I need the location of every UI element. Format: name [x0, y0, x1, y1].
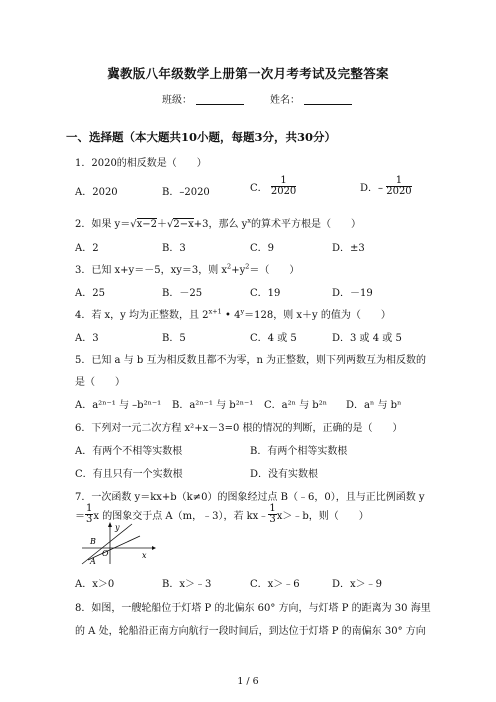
name-field: [270, 91, 352, 106]
q5-option-b: B．a²ⁿ⁻¹ 与 b²ⁿ⁻¹: [172, 400, 254, 411]
q2-option-d: D．±3: [332, 243, 365, 254]
section-heading: 一、选择题（本大题共10小题，每题3分，共30分）: [66, 130, 337, 144]
q2-option-b: B．3: [162, 243, 186, 254]
page-title: 冀教版八年级数学上册第一次月考考试及完整答案: [107, 66, 389, 81]
q5-option-c: C．a²ⁿ 与 b²ⁿ: [264, 400, 328, 411]
question-3-stem: 3．已知 x+y＝－5，xy＝3，则 $x^2+y^2=$（ ）: [75, 262, 300, 276]
page-number: 1 / 6: [237, 676, 259, 687]
q5-option-d: D．aⁿ 与 bⁿ: [346, 400, 402, 411]
q7-option-a: A．x＞0: [75, 579, 115, 590]
q6-option-d: D．没有实数根: [250, 469, 319, 480]
class-label: 班级：: [162, 95, 192, 106]
name-blank: [304, 93, 352, 105]
class-blank: [196, 93, 244, 105]
class-field: [162, 91, 244, 106]
question-1-stem: 1．2020的相反数是（ ）: [75, 158, 207, 169]
question-5-line-2: 是（ ）: [75, 377, 125, 388]
q4-option-c: C．4 或 5: [250, 333, 297, 344]
x-axis-arrow: [152, 546, 156, 550]
question-8-line-1: 8．如图，一艘轮船位于灯塔 P 的北偏东 60° 方向，与灯塔 P 的距离为 30 海里: [75, 603, 431, 614]
q3-option-b: B．－25: [162, 288, 203, 299]
point-a-label: A: [90, 557, 96, 566]
y-axis-label: y: [115, 523, 120, 532]
question-7-line-1: 7．一次函数 y＝kx+b（k≠0）的图象经过点 B（﹣6，0），且与正比例函数 y: [75, 492, 425, 503]
origin-label: O: [102, 549, 109, 558]
q4-option-a: A．3: [75, 333, 99, 344]
q6-option-c: C．有且只有一个实数根: [75, 469, 183, 480]
y-axis-arrow: [108, 522, 112, 527]
q4-option-b: B．5: [162, 333, 186, 344]
q7-option-c: C．x＞﹣6: [250, 579, 300, 590]
question-4-stem: 4．若 x，y 均为正整数，且 $2^{x+1}$ • $4^y=128$，则 x＋y 的值为（ ）: [75, 307, 391, 321]
q2-option-c: C．9: [250, 243, 275, 254]
q3-option-a: A．25: [75, 288, 105, 299]
question-5-line-1: 5．已知 a 与 b 互为相反数且都不为零，n 为正整数，则下列两数互为相反数的: [75, 355, 427, 366]
q7-option-b: B．x＞﹣3: [162, 579, 212, 590]
point-b-label: B: [90, 537, 96, 546]
q3-option-c: C．19: [250, 288, 281, 299]
question-8-line-2: 的 A 处，轮船沿正南方向航行一段时间后，到达位于灯塔 P 的南偏东 30° 方向: [75, 626, 426, 637]
q7-option-d: D．x＞﹣9: [332, 579, 383, 590]
q4-option-d: D．3 或 4 或 5: [332, 333, 402, 344]
question-7-line-2: ＝ $\frac{1}{3}$ x 的图象交于点 A（m，﹣3），若 kx﹣ $\frac{1}{3}$ x＞﹣b，则（ ）: [75, 503, 369, 525]
q1-option-d: D．– $\frac{1}{2020}$: [360, 175, 412, 197]
q6-option-a: A．有两个不相等实数根: [75, 446, 183, 457]
question-2-stem: 2．如果 y＝√x−2＋√2−x+3，那么 $y^x$的算术平方根是（ ）: [75, 216, 361, 230]
q1-option-a: A．2020: [75, 187, 118, 198]
q6-option-b: B．有两个相等实数根: [250, 446, 348, 457]
question-6-stem: 6．下列对一元二次方程 x²+x－3=0 根的情况的判断，正确的是（ ）: [75, 423, 403, 434]
function-graph: [80, 522, 156, 566]
x-axis-label: x: [142, 551, 147, 560]
q5-option-a: A．a²ⁿ⁻¹ 与 –b²ⁿ⁻¹: [75, 400, 162, 411]
q1-option-c: C． $\frac{1}{2020}$: [250, 175, 297, 197]
q3-option-d: D．－19: [332, 288, 373, 299]
q2-option-a: A．2: [75, 243, 99, 254]
name-label: 姓名：: [270, 95, 300, 106]
q1-option-b: B．–2020: [162, 187, 210, 198]
